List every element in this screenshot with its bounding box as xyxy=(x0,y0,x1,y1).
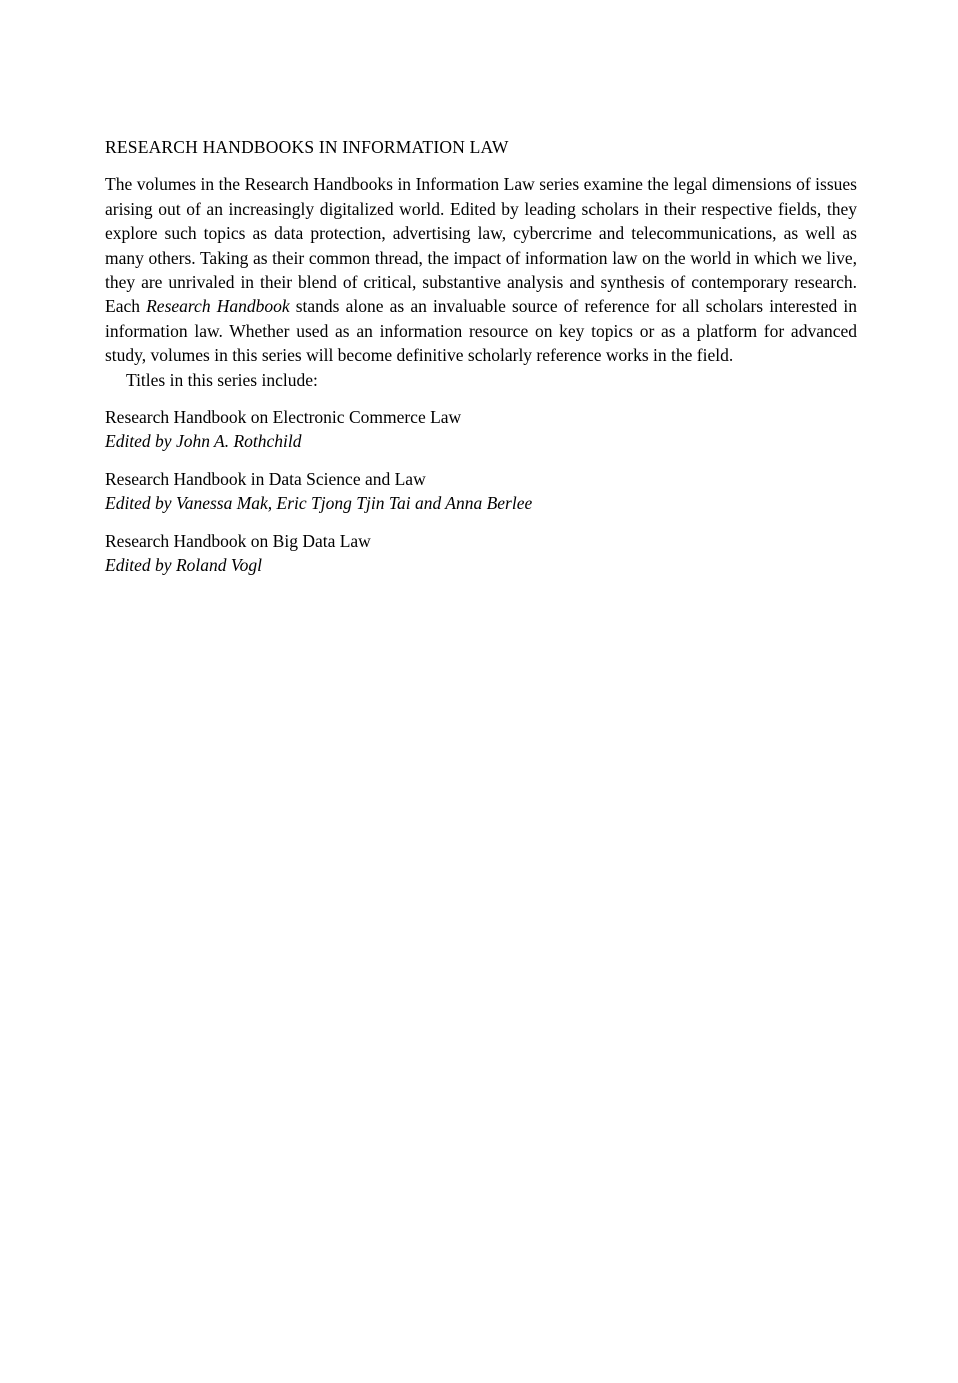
page-content xyxy=(105,135,857,578)
book-editor: Edited by John A. Rothchild xyxy=(105,431,302,452)
book-title: Research Handbook on Big Data Law xyxy=(105,530,371,551)
series-description-italic-phrase: Research Handbook xyxy=(146,296,290,317)
book-editor: Edited by Roland Vogl xyxy=(105,555,262,576)
book-entry xyxy=(105,529,857,578)
book-editor: Edited by Vanessa Mak, Eric Tjong Tjin Tai and Anna Berlee xyxy=(105,493,533,514)
series-heading: RESEARCH HANDBOOKS IN INFORMATION LAW xyxy=(105,137,509,157)
titles-list-intro: Titles in this series include: xyxy=(126,369,318,390)
book-entry xyxy=(105,405,857,454)
book-title: Research Handbook in Data Science and Law xyxy=(105,468,426,489)
series-description xyxy=(105,172,857,367)
book-title: Research Handbook on Electronic Commerce Law xyxy=(105,407,462,428)
book-entry xyxy=(105,467,857,516)
series-description-part2: stands alone as an invaluable source of reference for all scholars interested in information law. Whether used as an information resource on key topics or as a platform for advanced study, volumes in this series will become definitive scholarly reference works in the field. xyxy=(105,296,857,366)
series-description-part1: The volumes in the Research Handbooks in Information Law series examine the legal dimensions of issues arising out of an increasingly digitalized world. Edited by leading scholars in their respective fields, they explore such topics as data protection, advertising law, cybercrime and telecommunications, as well as many others. Taking as their common thread, the impact of information law on the world in which we live, they are unrivaled in their blend of critical, substantive analysis and synthesis of contemporary research. Each xyxy=(105,174,857,317)
